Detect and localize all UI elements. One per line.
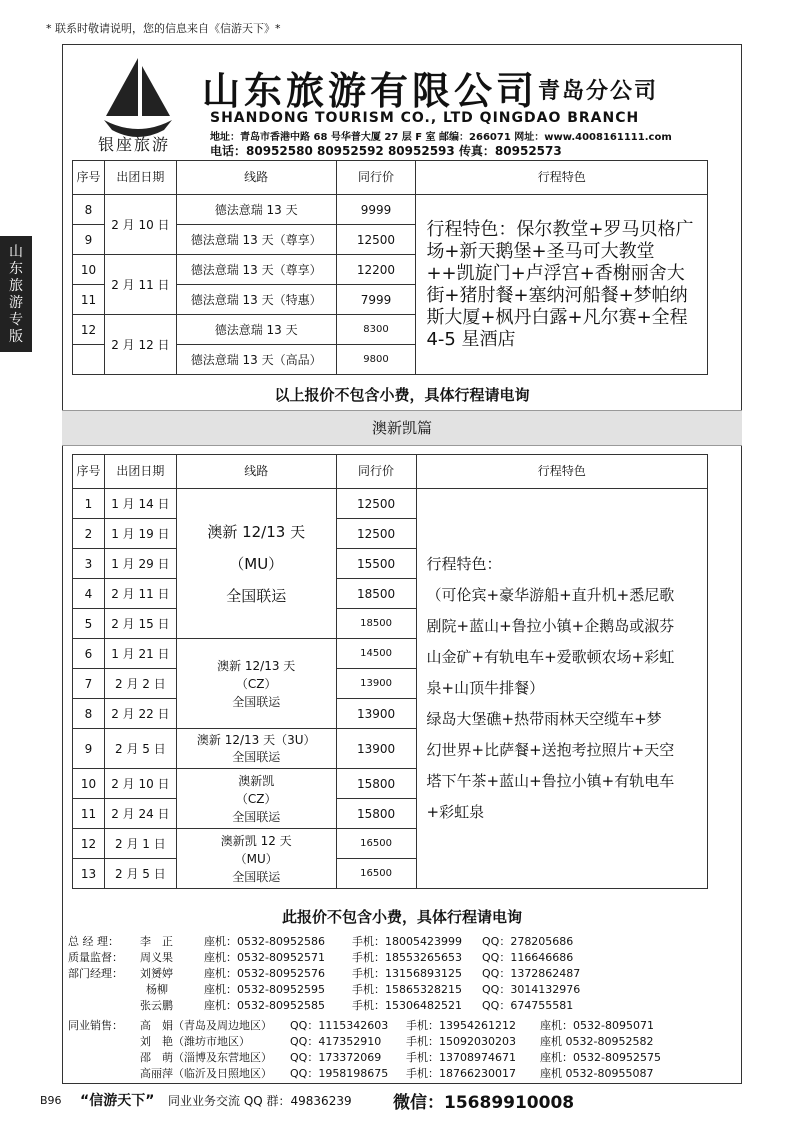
price-cell: 9800 [336,345,416,375]
route-cell [176,769,336,829]
route-line: 澳新凯 12 天 [220,833,292,848]
route-line: 全国联运 [232,869,281,884]
table-row [73,195,708,225]
company-header [62,44,742,160]
sales-qq: QQ：173372069 [290,1051,382,1064]
sales-name: 邵 萌（淄博及东营地区） [140,1051,272,1064]
feature-line: 山金矿+有轨电车+爱歌顿农场+彩虹 [426,648,675,666]
feature-line: 绿岛大堡礁+热带雨林天空缆车+梦 [426,710,662,728]
contact-seat-phone: 座机：0532-80952595 [204,983,325,996]
header-seq: 序号 [73,161,105,195]
footer-qq-group: 同业业务交流 QQ 群：49836239 [168,1094,352,1108]
feature-line: 泉+山顶牛排餐） [426,679,545,697]
sales-name: 刘 艳（潍坊市地区） [140,1035,250,1048]
route-cell [176,729,336,769]
contact-role: 质量监督： [68,951,123,964]
date-cell: 2 月 10 日 [104,195,176,255]
side-tab-char: 山 [9,244,23,260]
price-cell: 16500 [336,829,416,859]
price-cell: 12500 [336,489,416,519]
side-tab-char: 版 [9,329,23,345]
date-cell: 2 月 2 日 [104,669,176,699]
sales-mobile: 手机：15092030203 [406,1035,516,1048]
route-cell: 德法意瑞 13 天 [176,195,336,225]
contact-mobile: 手机：18005423999 [352,935,462,948]
price-cell: 12500 [336,225,416,255]
price-cell: 15800 [336,799,416,829]
route-line: （CZ） [235,791,277,806]
contact-qq: QQ：1372862487 [482,967,581,980]
seq-cell: 12 [73,829,105,859]
date-cell: 2 月 24 日 [104,799,176,829]
seq-cell: 2 [73,519,105,549]
company-name: 山东旅游有限公司 [202,68,539,113]
side-tab-char: 旅 [9,278,23,294]
feature-line: （可伦宾+豪华游船+直升机+悉尼歌 [426,586,675,604]
date-cell: 2 月 22 日 [104,699,176,729]
route-cell: 德法意瑞 13 天（尊享） [176,255,336,285]
header-route: 线路 [176,455,336,489]
side-tab-char: 专 [9,312,23,328]
company-english-name: SHANDONG TOURISM CO., LTD QINGDAO BRANCH [210,110,640,126]
australia-tour-table [72,454,708,889]
logo-text: 银座旅游 [98,135,171,154]
date-cell: 2 月 11 日 [104,255,176,315]
price-cell: 12200 [336,255,416,285]
seq-cell: 5 [73,609,105,639]
seq-cell: 1 [73,489,105,519]
contact-qq: QQ：116646686 [482,951,574,964]
feature-cell: 行程特色：保尔教堂+罗马贝格广场+新天鹅堡+圣马可大教堂++凯旋门+卢浮宫+香榭丽舍大街+猪肘餐+塞纳河船餐+梦帕纳斯大厦+枫丹白露+凡尔赛+全程 4-5 星酒店 [416,195,708,375]
side-tab [0,236,32,352]
route-line: 澳新 12/13 天 [217,658,296,673]
seq-cell: 11 [73,285,105,315]
header-route: 线路 [176,161,336,195]
seq-cell [73,345,105,375]
seq-cell: 3 [73,549,105,579]
sales-seat-phone: 座机：0532-8095071 [540,1019,654,1032]
price-cell: 18500 [336,609,416,639]
date-cell: 1 月 21 日 [104,639,176,669]
seq-cell: 8 [73,195,105,225]
side-tab-char: 东 [9,261,23,277]
route-cell: 德法意瑞 13 天 [176,315,336,345]
header-date: 出团日期 [104,455,176,489]
route-line: （CZ） [235,676,277,691]
contact-mobile: 手机：13156893125 [352,967,462,980]
route-line: 全国联运 [232,809,281,824]
table-row [73,489,708,519]
price-cell: 13900 [336,669,416,699]
price-cell: 7999 [336,285,416,315]
price-cell: 14500 [336,639,416,669]
price-cell: 15500 [336,549,416,579]
sales-qq: QQ：1115342603 [290,1019,389,1032]
price-cell: 18500 [336,579,416,609]
feature-cell [416,489,708,889]
route-line: 全国联运 [232,749,281,764]
price-note-1: 以上报价不包含小费，具体行程请电询 [274,386,530,404]
sales-role: 同业销售： [68,1019,123,1032]
footer-wechat: 微信：15689910008 [393,1093,575,1113]
price-cell: 13900 [336,699,416,729]
contact-seat-phone: 座机：0532-80952585 [204,999,325,1012]
contact-name: 李 正 [140,935,173,948]
seq-cell: 9 [73,729,105,769]
contact-seat-phone: 座机：0532-80952586 [204,935,325,948]
seq-cell: 4 [73,579,105,609]
header-price: 同行价 [336,161,416,195]
price-cell: 12500 [336,519,416,549]
company-address: 地址：青岛市香港中路 68 号华普大厦 27 层 F 室 邮编：266071 网址：www.4008161111.com [210,132,672,143]
header-seq: 序号 [73,455,105,489]
side-tab-char: 游 [9,295,23,311]
contact-name: 张云鹏 [140,999,173,1012]
route-line: （MU） [229,554,284,573]
date-cell: 2 月 5 日 [104,729,176,769]
sales-name: 高 娟（青岛及周边地区） [140,1019,272,1032]
feature-line: 剧院+蓝山+鲁拉小镇+企鹅岛或淑芬 [426,617,675,635]
contact-qq: QQ：3014132976 [482,983,581,996]
feature-line: 塔下午茶+蓝山+鲁拉小镇+有轨电车 [426,772,675,790]
price-cell: 13900 [336,729,416,769]
date-cell: 1 月 14 日 [104,489,176,519]
contact-role: 部门经理： [68,967,123,980]
route-cell [176,829,336,889]
price-note-2: 此报价不包含小费，具体行程请电询 [281,908,522,926]
header-date: 出团日期 [104,161,176,195]
route-cell [176,639,336,729]
route-line: （MU） [234,851,278,866]
seq-cell: 7 [73,669,105,699]
contact-seat-phone: 座机：0532-80952576 [204,967,325,980]
route-line: 全国联运 [232,694,281,709]
contact-name: 刘赟婷 [140,967,173,980]
sales-mobile: 手机：18766230017 [406,1067,516,1080]
contact-seat-phone: 座机：0532-80952571 [204,951,325,964]
route-cell [176,489,336,639]
seq-cell: 8 [73,699,105,729]
route-cell: 德法意瑞 13 天（特惠） [176,285,336,315]
header-feature: 行程特色 [416,455,708,489]
date-cell: 2 月 11 日 [104,579,176,609]
route-line: 澳新凯 [238,773,275,788]
europe-tour-table [72,160,708,375]
sales-qq: QQ：1958198675 [290,1067,389,1080]
seq-cell: 6 [73,639,105,669]
date-cell: 1 月 19 日 [104,519,176,549]
feature-line: +彩虹泉 [426,803,485,821]
contact-name: 杨柳 [146,983,168,996]
route-line: 全国联运 [226,586,287,605]
top-note: * 联系时敬请说明，您的信息来自《信游天下》* [46,22,281,35]
contact-role: 总 经 理： [68,935,119,948]
date-cell: 2 月 5 日 [104,859,176,889]
route-line: 澳新 12/13 天 [207,522,306,541]
sales-mobile: 手机：13708974671 [406,1051,516,1064]
date-cell: 2 月 1 日 [104,829,176,859]
date-cell: 1 月 29 日 [104,549,176,579]
date-cell: 2 月 10 日 [104,769,176,799]
feature-line: 行程特色： [426,555,502,573]
route-line: 澳新 12/13 天（3U） [196,732,316,747]
header-feature: 行程特色 [416,161,708,195]
route-cell: 德法意瑞 13 天（尊享） [176,225,336,255]
branch-name: 青岛分公司 [538,78,659,104]
sales-seat-phone: 座机 0532-80955087 [540,1067,654,1080]
section-title: 澳新凯篇 [62,410,742,446]
seq-cell: 10 [73,255,105,285]
sales-name: 高丽萍（临沂及日照地区） [140,1067,272,1080]
contact-qq: QQ：674755581 [482,999,574,1012]
contact-name: 周义果 [140,951,173,964]
seq-cell: 10 [73,769,105,799]
sales-mobile: 手机：13954261212 [406,1019,516,1032]
price-cell: 8300 [336,315,416,345]
page-code: B96 [40,1094,62,1107]
contact-qq: QQ：278205686 [482,935,574,948]
contact-mobile: 手机：18553265653 [352,951,462,964]
seq-cell: 11 [73,799,105,829]
route-cell: 德法意瑞 13 天（高品） [176,345,336,375]
contact-mobile: 手机：15306482521 [352,999,462,1012]
sales-seat-phone: 座机：0532-80952575 [540,1051,661,1064]
contact-mobile: 手机：15865328215 [352,983,462,996]
seq-cell: 13 [73,859,105,889]
seq-cell: 12 [73,315,105,345]
price-cell: 9999 [336,195,416,225]
date-cell: 2 月 12 日 [104,315,176,375]
price-cell: 15800 [336,769,416,799]
company-phone: 电话：80952580 80952592 80952593 传真：80952573 [210,144,562,158]
footer-brand: “信游天下” [80,1093,155,1109]
date-cell: 2 月 15 日 [104,609,176,639]
feature-line: 幻世界+比萨餐+送抱考拉照片+天空 [426,741,675,759]
sales-qq: QQ：417352910 [290,1035,382,1048]
header-price: 同行价 [336,455,416,489]
price-cell: 16500 [336,859,416,889]
sales-seat-phone: 座机 0532-80952582 [540,1035,654,1048]
seq-cell: 9 [73,225,105,255]
